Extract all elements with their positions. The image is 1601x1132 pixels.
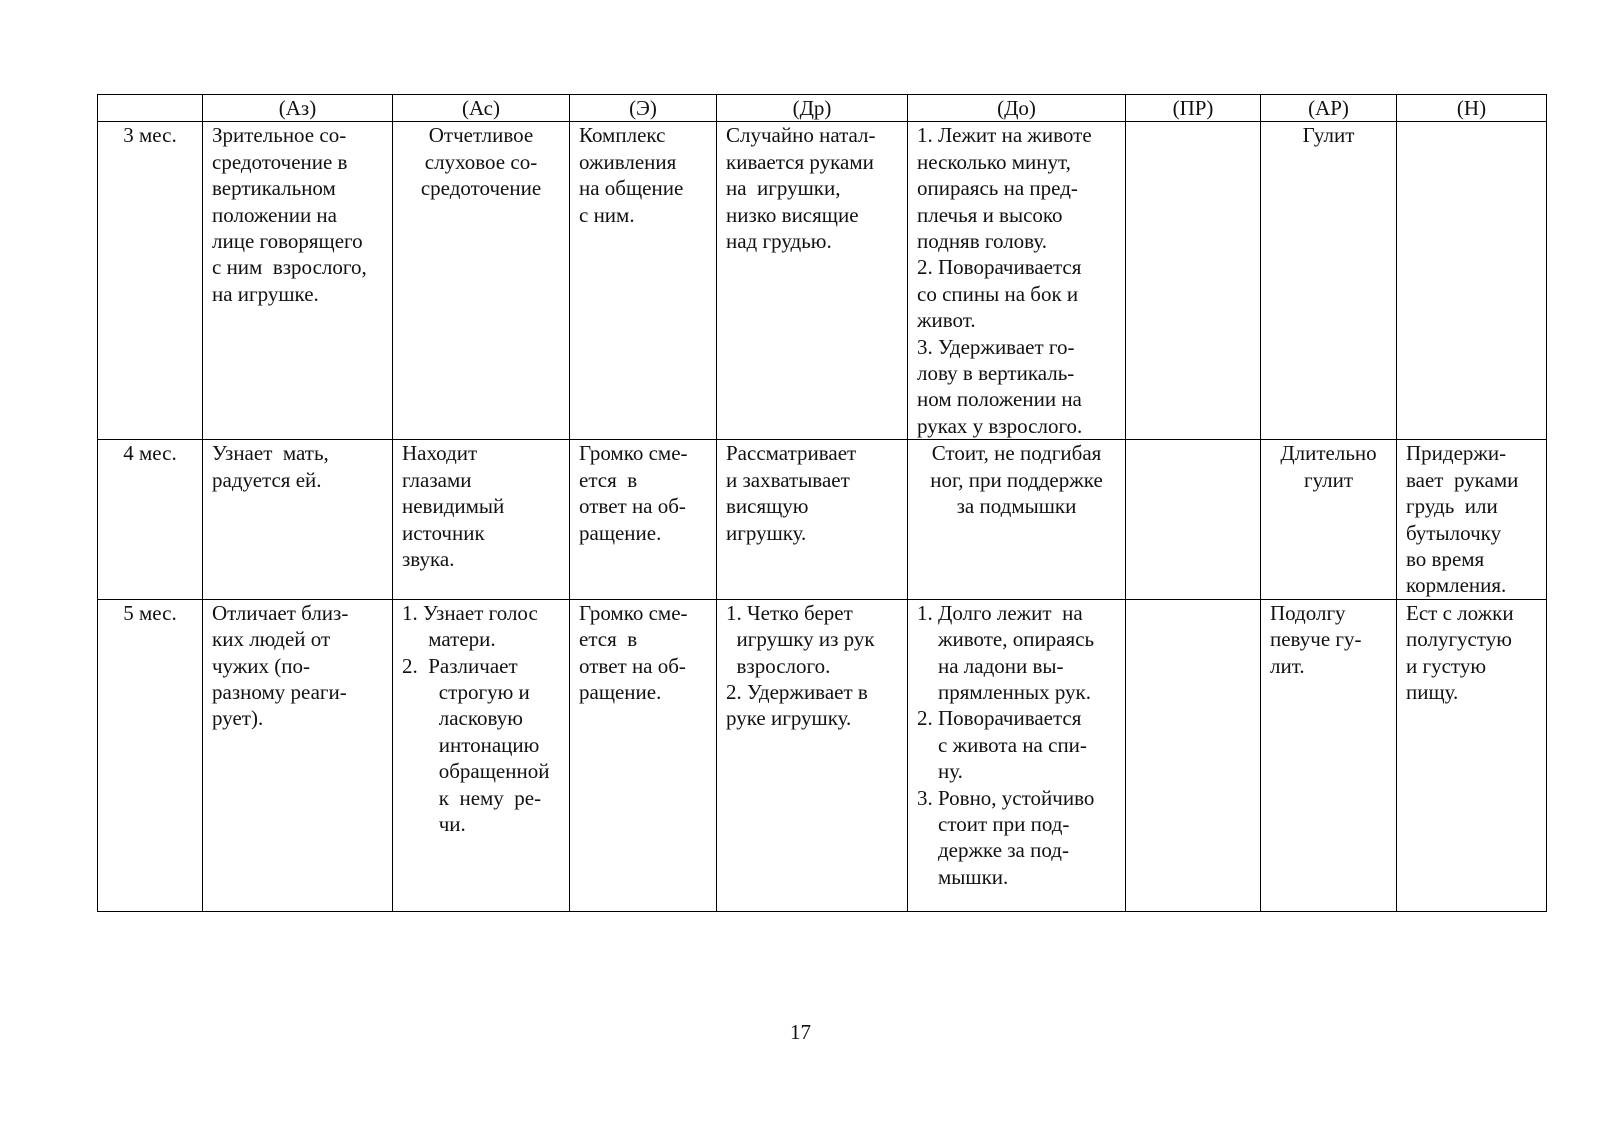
cell-text-line: 1. Лежит на животе bbox=[917, 123, 1092, 148]
cell-text-line: ласковую bbox=[402, 706, 523, 731]
cell-text-line: на игрушки, bbox=[726, 176, 841, 201]
cell-text-line: несколько минут, bbox=[917, 149, 1071, 174]
cell-text-line: ется в bbox=[579, 467, 638, 492]
cell-text-line: Стоит, не подгибая bbox=[931, 441, 1102, 466]
cell-text-line: за подмышки bbox=[956, 494, 1077, 519]
cell-text-line: вертикальном bbox=[212, 176, 336, 201]
cell-text-line: рует). bbox=[212, 706, 264, 731]
cell-text-line: ног, при поддержке bbox=[930, 467, 1103, 492]
table-header-row bbox=[98, 95, 1547, 122]
cell-text-line: взрослого. bbox=[726, 653, 831, 678]
cell-text-line: 1. Долго лежит на bbox=[917, 600, 1083, 625]
cell-text-line: гулит bbox=[1303, 467, 1354, 492]
table-cell bbox=[393, 440, 570, 599]
cell-text-line: интонацию bbox=[402, 732, 540, 757]
cell-text-line: строгую и bbox=[402, 679, 530, 704]
header-cell-dr: (Др) bbox=[717, 95, 908, 122]
table-cell bbox=[1397, 440, 1547, 599]
cell-text-line: вает руками bbox=[1406, 467, 1519, 492]
table-cell bbox=[570, 599, 717, 911]
page-number: 17 bbox=[790, 1020, 811, 1044]
header-cell-pr: (ПР) bbox=[1126, 95, 1261, 122]
header-cell-az: (Аз) bbox=[203, 95, 393, 122]
cell-text-line: звука. bbox=[402, 546, 455, 571]
table-cell bbox=[393, 122, 570, 440]
cell-text-line: Зрительное со- bbox=[212, 123, 347, 148]
cell-text-line: стоит при под- bbox=[917, 811, 1070, 836]
header-cell-ar: (АР) bbox=[1261, 95, 1397, 122]
cell-text-line: руках у взрослого. bbox=[917, 413, 1083, 438]
cell-text-line: кормления. bbox=[1406, 573, 1507, 598]
cell-text-line: Комплекс bbox=[579, 123, 666, 148]
cell-text-line: Находит bbox=[402, 441, 478, 466]
cell-text-line: Громко сме- bbox=[579, 600, 688, 625]
cell-text-line: 3. Ровно, устойчиво bbox=[917, 785, 1095, 810]
cell-text-line: Гулит bbox=[1302, 123, 1355, 148]
cell-text-line: Подолгу bbox=[1270, 600, 1346, 625]
age-cell: 4 мес. bbox=[98, 440, 203, 599]
cell-text-line: ращение. bbox=[579, 679, 662, 704]
cell-text-line: Узнает мать, bbox=[212, 441, 329, 466]
table-cell bbox=[203, 122, 393, 440]
cell-text-line: 2. Поворачивается bbox=[917, 706, 1082, 731]
cell-text-line: источник bbox=[402, 520, 485, 545]
cell-text-line: с ним взрослого, bbox=[212, 255, 367, 280]
cell-text-line: глазами bbox=[402, 467, 472, 492]
cell-text-line: певуче гу- bbox=[1270, 627, 1362, 652]
cell-text-line: плечья и высоко bbox=[917, 202, 1063, 227]
cell-text-line: прямленных рук. bbox=[917, 679, 1091, 704]
cell-text-line: 1. Узнает голос bbox=[402, 600, 538, 625]
table-cell bbox=[1261, 440, 1397, 599]
cell-text-line: ответ на об- bbox=[579, 494, 686, 519]
cell-text-line: ном положении на bbox=[917, 387, 1082, 412]
table-cell bbox=[393, 599, 570, 911]
cell-text-line: грудь или bbox=[1406, 494, 1498, 519]
header-cell-e: (Э) bbox=[570, 95, 717, 122]
cell-text-line: с живота на спи- bbox=[917, 732, 1087, 757]
table-cell bbox=[1126, 122, 1261, 440]
cell-text-line: 1. Четко берет bbox=[726, 600, 853, 625]
table-cell bbox=[570, 122, 717, 440]
cell-text-line: оживления bbox=[579, 149, 677, 174]
cell-text-line: ких людей от bbox=[212, 627, 331, 652]
cell-text-line: висящую bbox=[726, 494, 809, 519]
cell-text-line: Длительно bbox=[1280, 441, 1377, 466]
age-cell: 5 мес. bbox=[98, 599, 203, 911]
cell-text-line: ну. bbox=[917, 759, 963, 784]
table-cell bbox=[1397, 122, 1547, 440]
cell-text-line: и захватывает bbox=[726, 467, 850, 492]
cell-text-line: чи. bbox=[402, 811, 466, 836]
table-row bbox=[98, 440, 1547, 599]
table-row bbox=[98, 599, 1547, 911]
cell-text-line: на общение bbox=[579, 176, 684, 201]
cell-text-line: Отчетливое bbox=[428, 123, 534, 148]
cell-text-line: средоточение в bbox=[212, 149, 348, 174]
cell-text-line: обращенной bbox=[402, 759, 550, 784]
cell-text-line: матери. bbox=[402, 627, 496, 652]
table-cell bbox=[1126, 440, 1261, 599]
header-cell-n: (Н) bbox=[1397, 95, 1547, 122]
table-cell bbox=[1261, 599, 1397, 911]
cell-text-line: на игрушке. bbox=[212, 281, 319, 306]
cell-text-line: 2. Удерживает в bbox=[726, 679, 868, 704]
table-cell bbox=[717, 122, 908, 440]
cell-text-line: 3. Удерживает го- bbox=[917, 334, 1075, 359]
cell-text-line: животе, опираясь bbox=[917, 627, 1095, 652]
cell-text-line: живот. bbox=[917, 308, 976, 333]
age-cell: 3 мес. bbox=[98, 122, 203, 440]
development-table bbox=[97, 94, 1547, 912]
cell-text-line: средоточение bbox=[420, 176, 542, 201]
cell-text-line: разному реаги- bbox=[212, 679, 347, 704]
cell-text-line: Придержи- bbox=[1406, 441, 1507, 466]
table-cell bbox=[908, 122, 1126, 440]
cell-text-line: подняв голову. bbox=[917, 229, 1048, 254]
cell-text-line: лову в вертикаль- bbox=[917, 361, 1075, 386]
table-cell bbox=[717, 599, 908, 911]
cell-text-line: лит. bbox=[1270, 653, 1305, 678]
cell-text-line: низко висящие bbox=[726, 202, 859, 227]
cell-text-line: Отличает близ- bbox=[212, 600, 349, 625]
header-cell-age bbox=[98, 95, 203, 122]
table-cell bbox=[203, 440, 393, 599]
cell-text-line: ответ на об- bbox=[579, 653, 686, 678]
table-cell bbox=[203, 599, 393, 911]
cell-text-line: лице говорящего bbox=[212, 229, 363, 254]
cell-text-line: руке игрушку. bbox=[726, 706, 852, 731]
cell-text-line: с ним. bbox=[579, 202, 635, 227]
table-cell bbox=[908, 440, 1126, 599]
cell-text-line: ращение. bbox=[579, 520, 662, 545]
cell-text-line: 2. Различает bbox=[402, 653, 518, 678]
cell-text-line: бутылочку bbox=[1406, 520, 1502, 545]
table-cell bbox=[717, 440, 908, 599]
cell-text-line: со спины на бок и bbox=[917, 281, 1079, 306]
cell-text-line: невидимый bbox=[402, 494, 505, 519]
table-cell bbox=[1261, 122, 1397, 440]
table-row bbox=[98, 122, 1547, 440]
table-body bbox=[98, 122, 1547, 911]
cell-text-line: над грудью. bbox=[726, 229, 832, 254]
table-cell bbox=[570, 440, 717, 599]
table-cell bbox=[1126, 599, 1261, 911]
cell-text-line: Рассматривает bbox=[726, 441, 857, 466]
table-cell bbox=[908, 599, 1126, 911]
cell-text-line: игрушку. bbox=[726, 520, 807, 545]
cell-text-line: 2. Поворачивается bbox=[917, 255, 1082, 280]
cell-text-line: Случайно натал- bbox=[726, 123, 876, 148]
header-cell-do: (До) bbox=[908, 95, 1126, 122]
cell-text-line: Ест с ложки bbox=[1406, 600, 1514, 625]
cell-text-line: чужих (по- bbox=[212, 653, 311, 678]
cell-text-line: Громко сме- bbox=[579, 441, 688, 466]
cell-text-line: кивается руками bbox=[726, 149, 874, 174]
cell-text-line: держке за под- bbox=[917, 838, 1069, 863]
cell-text-line: опираясь на пред- bbox=[917, 176, 1078, 201]
cell-text-line: полугустую bbox=[1406, 627, 1512, 652]
cell-text-line: радуется ей. bbox=[212, 467, 322, 492]
cell-text-line: пищу. bbox=[1406, 679, 1459, 704]
cell-text-line: во время bbox=[1406, 546, 1485, 571]
cell-text-line: ется в bbox=[579, 627, 638, 652]
cell-text-line: игрушку из рук bbox=[726, 627, 875, 652]
cell-text-line: и густую bbox=[1406, 653, 1487, 678]
cell-text-line: к нему ре- bbox=[402, 785, 542, 810]
header-cell-as: (Ас) bbox=[393, 95, 570, 122]
cell-text-line: мышки. bbox=[917, 864, 1009, 889]
cell-text-line: на ладони вы- bbox=[917, 653, 1064, 678]
table-cell bbox=[1397, 599, 1547, 911]
cell-text-line: положении на bbox=[212, 202, 337, 227]
cell-text-line: слуховое со- bbox=[424, 149, 538, 174]
